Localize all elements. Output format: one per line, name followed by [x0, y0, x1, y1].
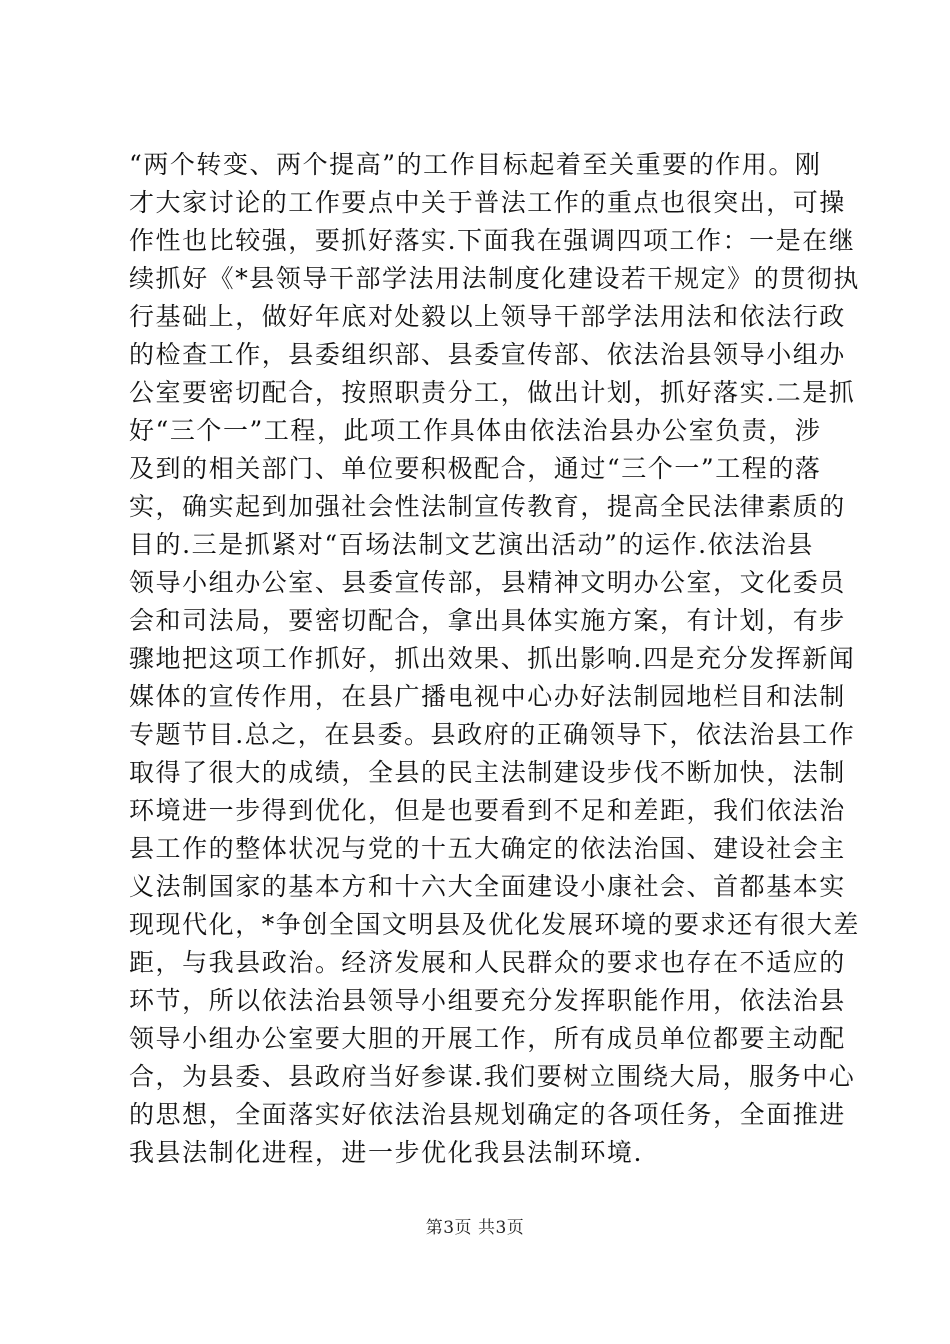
- text-line: 骤地把这项工作抓好，抓出效果、抓出影响.四是充分发挥新闻: [129, 644, 856, 673]
- text-line: 合，为县委、县政府当好参谋.我们要树立围绕大局，服务中心: [129, 1062, 856, 1091]
- body-text: [129, 146, 860, 1172]
- text-line: 领导小组办公室要大胆的开展工作，所有成员单位都要主动配: [129, 1024, 846, 1053]
- text-line: “两个转变、两个提高”的工作目标起着至关重要的作用。刚: [129, 150, 822, 179]
- text-line: 环境进一步得到优化，但是也要看到不足和差距，我们依法治: [129, 796, 846, 825]
- text-line: 距，与我县政治。经济发展和人民群众的要求也存在不适应的: [129, 948, 846, 977]
- text-line: 目的.三是抓紧对“百场法制文艺演出活动”的运作.依法治县: [129, 530, 814, 559]
- text-line: 领导小组办公室、县委宣传部，县精神文明办公室，文化委员: [129, 568, 846, 597]
- text-line: 的思想，全面落实好依法治县规划确定的各项任务，全面推进: [129, 1100, 846, 1129]
- text-line: 及到的相关部门、单位要积极配合，通过“三个一”工程的落: [129, 454, 822, 483]
- text-line: 公室要密切配合，按照职责分工，做出计划，抓好落实.二是抓: [129, 378, 856, 407]
- page-number-footer: 第3页 共3页: [425, 1218, 525, 1238]
- text-line: 义法制国家的基本方和十六大全面建设小康社会、首都基本实: [129, 872, 846, 901]
- text-line: 的检查工作，县委组织部、县委宣传部、依法治县领导小组办: [129, 340, 846, 369]
- text-line: 续抓好《*县领导干部学法用法制度化建设若干规定》的贯彻执: [129, 264, 860, 293]
- text-line: 才大家讨论的工作要点中关于普法工作的重点也很突出，可操: [129, 188, 846, 217]
- text-line: 作性也比较强，要抓好落实.下面我在强调四项工作：一是在继: [129, 226, 856, 255]
- text-line: 专题节目.总之，在县委。县政府的正确领导下，依法治县工作: [129, 720, 856, 749]
- text-line: 县工作的整体状况与党的十五大确定的依法治国、建设社会主: [129, 834, 846, 863]
- text-line: 好“三个一”工程，此项工作具体由依法治县办公室负责，涉: [129, 416, 822, 445]
- text-line: 取得了很大的成绩，全县的民主法制建设步伐不断加快，法制: [129, 758, 846, 787]
- text-line: 行基础上，做好年底对处毅以上领导干部学法用法和依法行政: [129, 302, 846, 331]
- text-line: 现现代化，*争创全国文明县及优化发展环境的要求还有很大差: [129, 910, 860, 939]
- text-line: 媒体的宣传作用，在县广播电视中心办好法制园地栏目和法制: [129, 682, 846, 711]
- text-line: 会和司法局，要密切配合，拿出具体实施方案，有计划，有步: [129, 606, 846, 635]
- text-line: 实，确实起到加强社会性法制宣传教育，提高全民法律素质的: [129, 492, 846, 521]
- text-line: 环节，所以依法治县领导小组要充分发挥职能作用，依法治县: [129, 986, 846, 1015]
- text-line: 我县法制化进程，进一步优化我县法制环境.: [129, 1138, 643, 1167]
